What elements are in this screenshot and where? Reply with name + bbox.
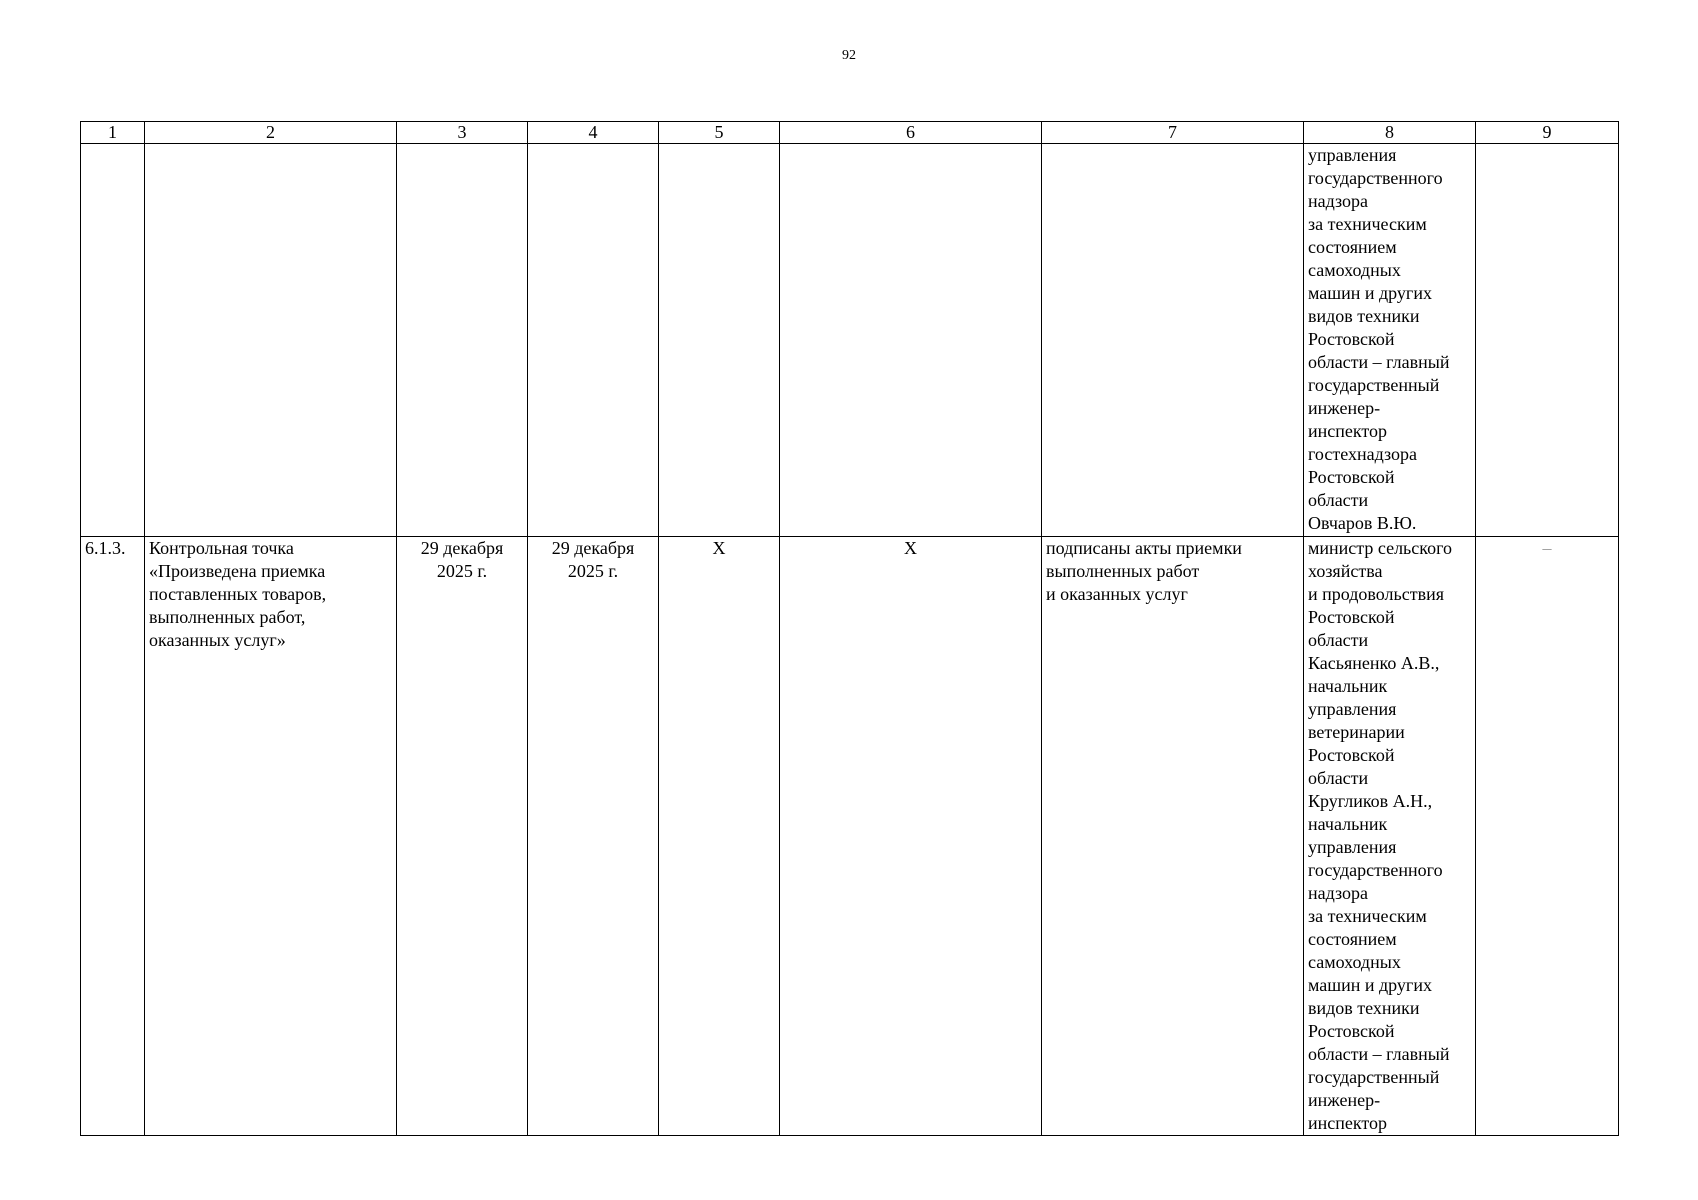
cell-text: 29 декабря 2025 г. bbox=[420, 538, 504, 581]
column-header-4: 4 bbox=[528, 122, 659, 144]
cell-text: Контрольная точка «Произведена приемка поставленных товаров, выполненных работ, оказанных услуг» bbox=[149, 538, 327, 650]
cell-responsible bbox=[1304, 537, 1476, 1136]
cell-text: X bbox=[904, 538, 917, 558]
cell-text: подписаны акты приемки выполненных работ и оказанных услуг bbox=[1046, 538, 1242, 604]
cell-col9 bbox=[1476, 144, 1619, 537]
cell-col5 bbox=[659, 537, 780, 1136]
cell-text: 6.1.3. bbox=[85, 538, 126, 558]
column-header-6: 6 bbox=[780, 122, 1042, 144]
cell-name bbox=[145, 537, 397, 1136]
table-header-row bbox=[81, 122, 1619, 144]
document-table bbox=[80, 121, 1619, 1136]
column-header-8: 8 bbox=[1304, 122, 1476, 144]
cell-start-date bbox=[397, 144, 528, 537]
column-header-5: 5 bbox=[659, 122, 780, 144]
cell-text: 29 декабря 2025 г. bbox=[551, 538, 635, 581]
cell-text: – bbox=[1542, 538, 1552, 558]
cell-end-date bbox=[528, 144, 659, 537]
table-row bbox=[81, 144, 1619, 537]
cell-col9 bbox=[1476, 537, 1619, 1136]
cell-responsible bbox=[1304, 144, 1476, 537]
cell-col5 bbox=[659, 144, 780, 537]
cell-name bbox=[145, 144, 397, 537]
column-header-7: 7 bbox=[1042, 122, 1304, 144]
column-header-1: 1 bbox=[81, 122, 145, 144]
cell-end-date bbox=[528, 537, 659, 1136]
cell-text: министр сельского хозяйства и продовольствия Ростовской области Касьяненко А.В., начальник управления ветеринарии Ростовской области Кругликов А.Н., начальник управления государственного надзора за техническим состоянием самоходных машин и других видов техники Ростовской области – главный государственный инженер- инспектор bbox=[1308, 538, 1453, 1133]
cell-text: управления государственного надзора за техническим состоянием самоходных машин и других видов техники Ростовской области – главный государственный инженер- инспектор гостехнадзора Ростовской области Овчаров В.Ю. bbox=[1308, 145, 1450, 533]
cell-number bbox=[81, 144, 145, 537]
cell-result bbox=[1042, 144, 1304, 537]
cell-text: X bbox=[712, 538, 726, 558]
cell-col6 bbox=[780, 537, 1042, 1136]
cell-number bbox=[81, 537, 145, 1136]
column-header-2: 2 bbox=[145, 122, 397, 144]
page-number: 92 bbox=[842, 48, 856, 63]
table-row bbox=[81, 537, 1619, 1136]
cell-start-date bbox=[397, 537, 528, 1136]
column-header-9: 9 bbox=[1476, 122, 1619, 144]
column-header-3: 3 bbox=[397, 122, 528, 144]
cell-col6 bbox=[780, 144, 1042, 537]
cell-result bbox=[1042, 537, 1304, 1136]
